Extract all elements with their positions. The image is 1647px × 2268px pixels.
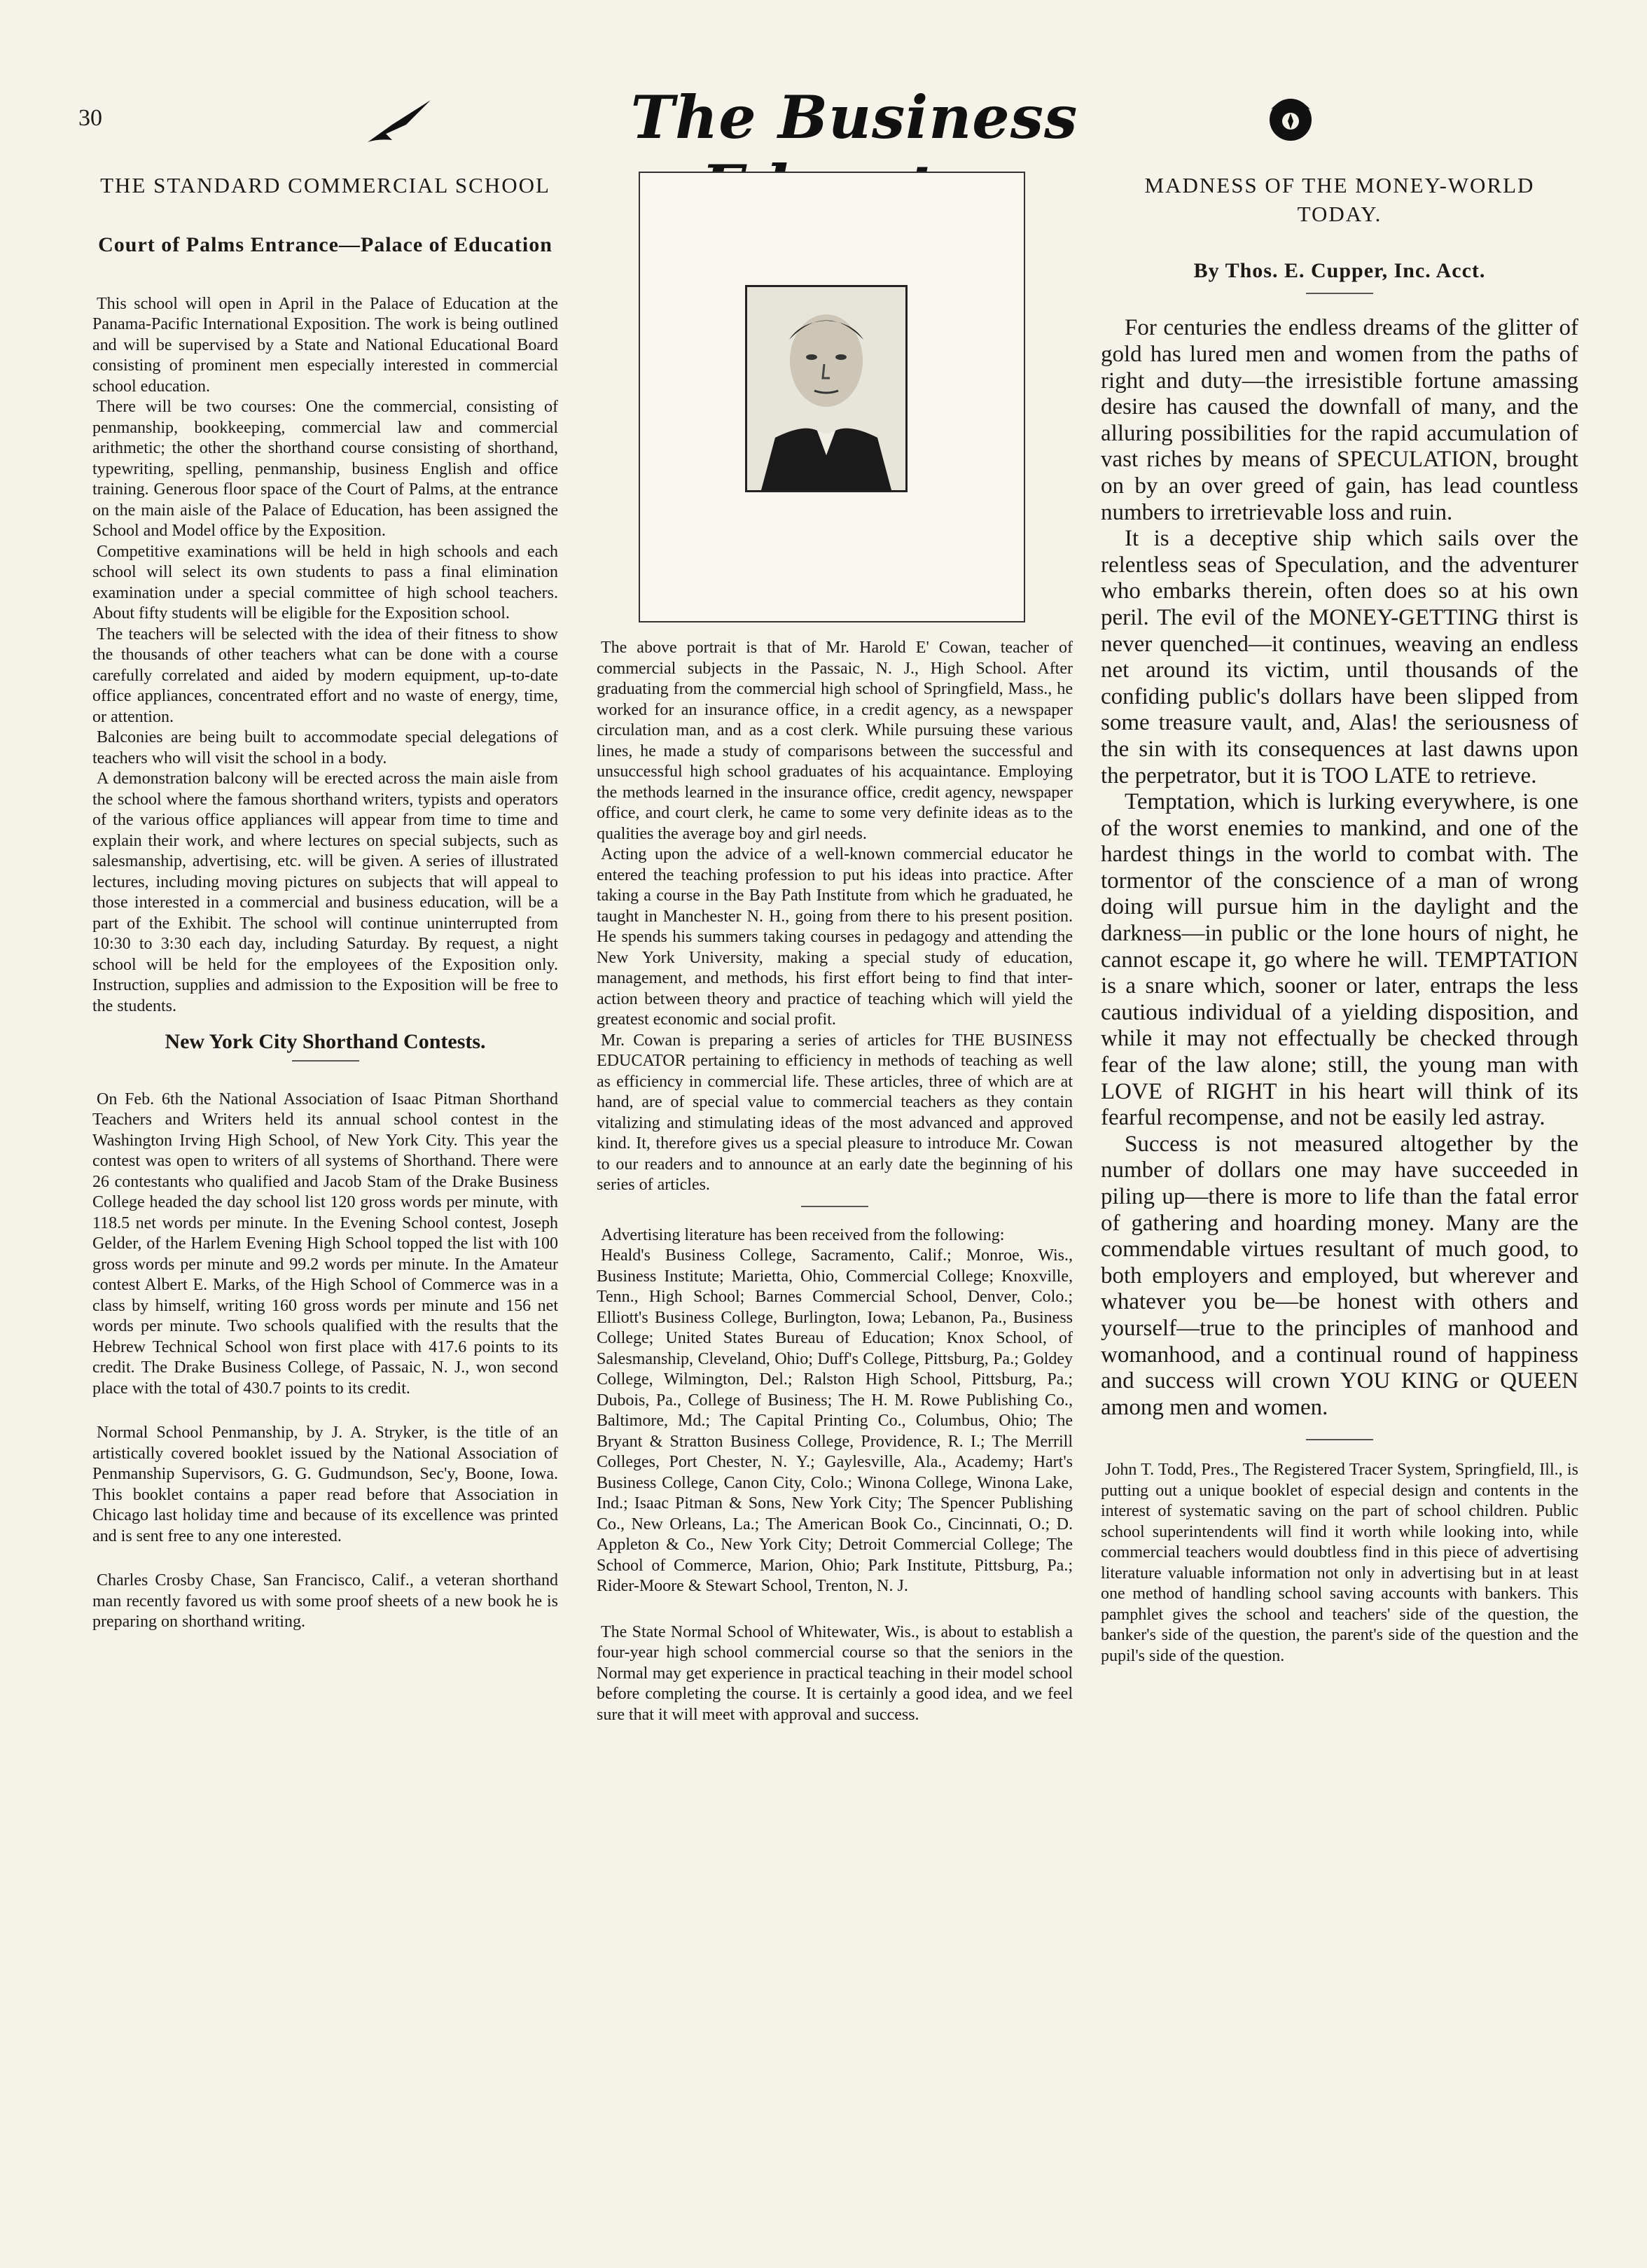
portrait-photo bbox=[745, 285, 908, 492]
byline: By Thos. E. Cupper, Inc. Acct. bbox=[1193, 258, 1486, 282]
divider bbox=[1306, 293, 1373, 294]
right-column bbox=[1101, 172, 1578, 1667]
paragraph: Balconies are being built to accommodate special delegations of teachers who will visit the school in a body. bbox=[92, 728, 558, 767]
paragraph: The State Normal School of Whitewater, Wis., is about to establish a four-year high school commercial course so that the seniors in the Normal may get experience in practical teaching in their model school before completing the course. It is certainly a good idea, and we feel sure that it will meet with approval and success. bbox=[597, 1622, 1073, 1724]
advertising-list: Heald's Business College, Sacramento, Calif.; Monroe, Wis., Business Institute; Marietta, Ohio, Commercial College; Knoxville, Tenn., High School; Barnes Commercial School, Denver, Colo.; Elliott's Business College, Burlington, Iowa; Lebanon, Pa., Business College; United States Bureau of Education; Knox School, of Salesmanship, Cleveland, Ohio; Duff's College, Pittsburg, Pa.; Goldey College, Wilmington, Del.; Ralston High School, Pittsburg, Pa.; Dubois, Pa., College of Business; The H. M. Rowe Publishing Co., Baltimore, Md.; The Capital Printing Co., Columbus, Ohio; The Bryant & Stratton Business College, Providence, R. I.; The Merrill Colleges, Port Chester, N. Y.; Gaylesville, Ala., Academy; Hart's Business College, Canon City, Colo.; Winona College, Winona Lake, Ind.; Isaac Pitman & Sons, New York City; The Spencer Publishing Co., New Orleans, La.; The American Book Co., Cincinnati, O.; D. Appleton & Co., New York City; Detroit Commercial College; The School of Commerce, Marion, Ohio; Park Institute, Pittsburg, Pa.; Rider-Moore & Stewart School, Trenton, N. J. bbox=[597, 1246, 1073, 1595]
paragraph: Normal School Penmanship, by J. A. Stryker, is the title of an artistically covered booklet issued by the National Association of Penmanship Supervisors, G. G. Gudmundson, Sec'y, Boone, Iowa. This booklet contains a paper read before that Association in Chicago last holiday time and because of its excellence was printed and is sent free to any one interested. bbox=[92, 1424, 558, 1545]
portrait-caption: The above portrait is that of Mr. Harold E' Cowan, teacher of commercial subjects in the Passaic, N. J., High School. After graduating from the commercial high school of Springfield, Mass., he worked for an insurance office, in a credit agency, as a newspaper circulation man, and as a cost clerk. While pursuing these various lines, he made a study of comparisons between the successful and unsuccessful high school graduates of his acquaintance. Employing the methods learned in the insurance office, credit agency, newspaper office, and court clerk, he came to some very definite ideas as to the qualities the average boy and girl needs. bbox=[597, 639, 1073, 843]
paragraph: Mr. Cowan is preparing a series of articles for THE BUSINESS EDUCATOR pertaining to efficiency in methods of teaching as well as efficiency in commercial life. These articles, three of which are at hand, are of special value to commercial teachers as they contain vitalizing and stimulating ideas of the most advanced and approved kind. It, therefore gives us a special pleasure to introduce Mr. Cowan to our readers and to announce at an early date the beginning of his series of articles. bbox=[597, 1031, 1073, 1194]
left-column bbox=[92, 172, 558, 1633]
paragraph: The teachers will be selected with the idea of their fitness to show the thousands of other teachers what can be done with a course carefully correlated and aided by modern equipment, up-to-date office appliances, concentrated effort and no waste of energy, time, or attention. bbox=[92, 625, 558, 726]
paragraph: Temptation, which is lurking everywhere, is one of the worst enemies to mankind, and one of the hardest things in the world to combat with. The tormentor of the conscience of a man of wrong doing will pursue him in the daylight and the darkness—in public or the lone hours of night, he cannot escape it, go where he will. TEMPTATION is a snare which, sooner or later, entraps the less cautious individual of a yielding disposition, and while it may not effectually be checked through fear of the law alone; still, the young man with LOVE of RIGHT in his heart will think of its fearful recompense, and not be easily led astray. bbox=[1101, 789, 1578, 1131]
masthead-title: The Business bbox=[630, 83, 1078, 152]
article-subtitle: Court of Palms Entrance—Palace of Education bbox=[98, 232, 553, 256]
article-title-standard-school: THE STANDARD COMMERCIAL SCHOOL bbox=[100, 173, 550, 197]
portrait-frame bbox=[639, 172, 1025, 622]
paragraph: There will be two courses: One the commercial, consisting of penmanship, bookkeeping, commercial law and commercial arithmetic; the other the shorthand course consisting of shorthand, typewriting, spelling, penmanship, business English and office training. Generous floor space of the Court of Palms, at the entrance on the main aisle of the Palace of Education, has been assigned the School and Model office by the Exposition. bbox=[92, 398, 558, 540]
masthead bbox=[364, 83, 1380, 153]
article-title-shorthand-contests: New York City Shorthand Contests. bbox=[165, 1030, 486, 1053]
paragraph: Acting upon the advice of a well-known commercial educator he entered the teaching profession to put his ideas into practice. After taking a course in the Bay Path Institute from which he graduated, he taught in Manchester N. H., going from there to his present position. He spends his summers taking courses in pedagogy and attending the New York University, making a special study of education, management, and methods, his first effort being to find that inter-action between theory and practice of teaching which will yield the greatest economic and social profit. bbox=[597, 845, 1073, 1029]
divider bbox=[801, 1206, 868, 1207]
paragraph: On Feb. 6th the National Association of Isaac Pitman Shorthand Teachers and Writers held its annual school contest in the Washington Irving High School, of New York City. This year the contest was open to writers of all systems of Shorthand. There were 26 contestants who qualified and Jacob Stam of the Drake Business College headed the day school list 120 gross words per minute, with 118.5 net words per minute. In the Evening School contest, Joseph Gelder, of the Harlem Evening High School topped the list with 100 gross words per minute and 99.2 words per minute. In the Amateur contest Albert E. Marks, of the High School of Commerce was in a class by himself, writing 160 gross words per minute and 156 net words per minute. Two schools qualified with the results that the Hebrew Technical School won first place with 417.6 points to its credit. The Drake Business College, of Passaic, N. J., won second place with the total of 430.7 points to its credit. bbox=[92, 1090, 558, 1398]
divider bbox=[1306, 1439, 1373, 1440]
portrait-man-icon bbox=[747, 287, 905, 490]
paragraph: It is a deceptive ship which sails over the relentless seas of Speculation, and the adventurer who embarks therein, often does so at his own peril. The evil of the MONEY-GETTING thirst is never quenched—it continues, weaving an endless net around its victim, until thousands of the confiding public's dollars have been slipped from some treasure vault, and, Alas! the seriousness of the sin with its consequences at last dawns upon the perpetrator, but it is TOO LATE to retrieve. bbox=[1101, 526, 1578, 788]
divider bbox=[292, 1060, 359, 1062]
eagle-emblem-icon bbox=[1260, 88, 1321, 148]
middle-column bbox=[597, 172, 1073, 1725]
paragraph: John T. Todd, Pres., The Registered Tracer System, Springfield, Ill., is putting out a unique booklet of especial design and contents in the interest of systematic saving on the part of school children. Public school superintendents will find it worth while looking into, while commercial teachers would doubtless find in this piece of advertising literature valuable information not only in advertising but in at least one method of handling school saving accounts with bankers. This pamphlet gives the school and teachers' side of the question, the banker's side of the question, the parent's side of the question and the pupil's side of the question. bbox=[1101, 1461, 1578, 1665]
paragraph: A demonstration balcony will be erected across the main aisle from the school where the famous shorthand writers, typists and operators of the various office appliances will appear from time to time and explain their work, and where lectures on special subjects, such as salesmanship, advertising, etc. will be given. A series of illustrated lectures, including moving pictures on subjects that will appeal to those interested in a commercial and business education, will be a part of the Exhibit. The school will continue uninterrupted from 10:30 to 3:30 each day, including Saturday. By request, a night school will be held for the employees of the Exposition only. Instruction, supplies and admission to the Exposition will be free to the students. bbox=[92, 770, 558, 1015]
paragraph: Advertising literature has been received from the following: bbox=[601, 1225, 1005, 1244]
quill-pen-icon bbox=[364, 97, 434, 146]
page-number: 30 bbox=[78, 105, 102, 131]
paragraph: For centuries the endless dreams of the glitter of gold has lured men and women from the paths of right and duty—the irresistible fortune amassing desire has caused the downfall of many, and the alluring possibilities for the rapid accumulation of vast riches by means of SPECULATION, brought on by an over greed of gain, has lead countless numbers to irretrievable loss and ruin. bbox=[1101, 315, 1578, 525]
paragraph: Success is not measured altogether by the number of dollars one may have succeeded in piling up—there is more to life than the fatal error of gathering and hoarding money. Many are the commendable virtues resultant of much good, to both employers and employed, but wherever and whatever you be—be honest with others and yourself—true to the principles of manhood and womanhood, and a continual round of happiness and success will crown YOU KING or QUEEN among men and women. bbox=[1101, 1131, 1578, 1420]
paragraph: Charles Crosby Chase, San Francisco, Calif., a veteran shorthand man recently favored us with some proof sheets of a new book he is preparing on shorthand writing. bbox=[92, 1571, 558, 1632]
article-title-money-world: MADNESS OF THE MONEY-WORLD TODAY. bbox=[1144, 173, 1535, 226]
paragraph: Competitive examinations will be held in high schools and each school will select its own students to pass a final elimination examination under a special committee of high school teachers. About fifty students will be eligible for the Exposition school. bbox=[92, 542, 558, 622]
paragraph: This school will open in April in the Palace of Education at the Panama-Pacific International Exposition. The work is being outlined and will be supervised by a State and National Educational Board consisting of prominent men especially interested in commercial school education. bbox=[92, 294, 558, 396]
